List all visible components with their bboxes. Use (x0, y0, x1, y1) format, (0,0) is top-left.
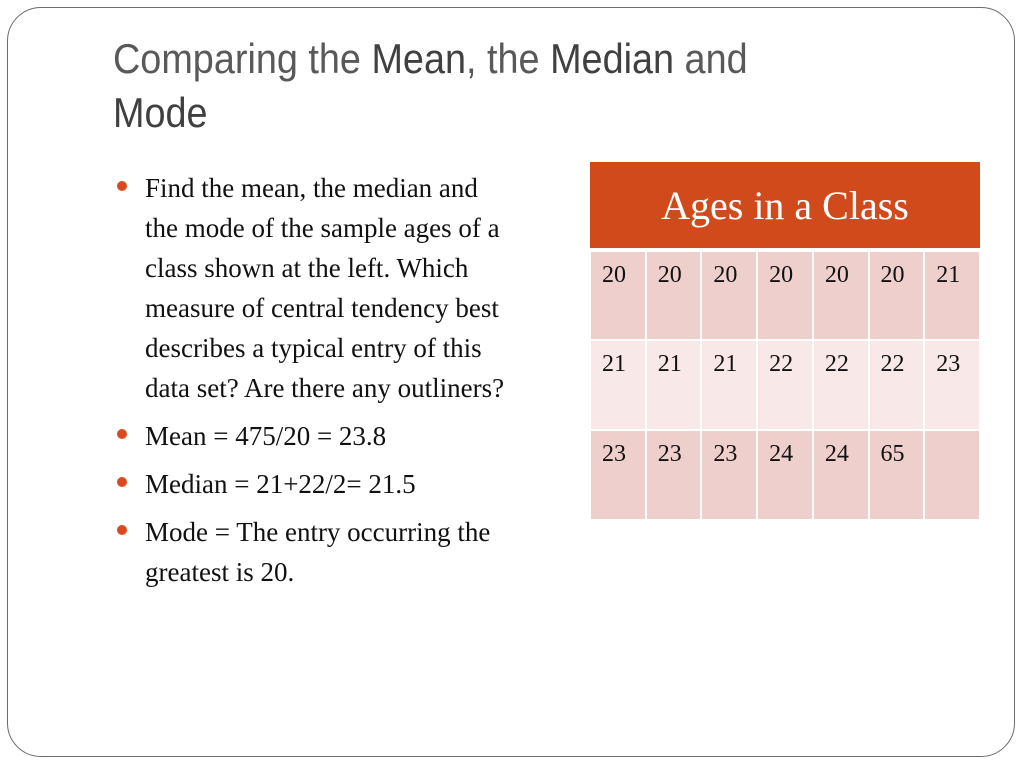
table-cell: 21 (590, 340, 646, 430)
table-cell: 20 (646, 250, 702, 340)
table-cell: 20 (757, 250, 813, 340)
table-cell: 22 (813, 340, 869, 430)
table-cell: 21 (924, 250, 980, 340)
table-row (590, 250, 980, 340)
bullet-dot-icon (117, 429, 127, 439)
table-cell: 20 (701, 250, 757, 340)
table-cell: 22 (757, 340, 813, 430)
bullet-text: Mode = The entry occurring the greatest is 20. (145, 517, 491, 587)
slide-title (113, 32, 887, 140)
bullet-dot-icon (117, 477, 127, 487)
table-cell: 20 (869, 250, 925, 340)
title-part-3: and (674, 35, 748, 82)
bullet-dot-icon (117, 525, 127, 535)
bullet-text: Median = 21+22/2= 21.5 (145, 469, 416, 499)
table-cell: 21 (701, 340, 757, 430)
title-mode: Mode (113, 89, 208, 136)
title-mean: Mean (371, 35, 466, 82)
table-cell: 23 (646, 430, 702, 520)
table-cell: 23 (924, 340, 980, 430)
bullet-text: Find the mean, the median and the mode of the sample ages of a class shown at the left. Which measure of central tendency best describes a typical entry of this data set? Are there any outliners? (145, 173, 505, 403)
table-row (590, 430, 980, 520)
table-cell: 23 (590, 430, 646, 520)
table-header: Ages in a Class (590, 162, 980, 250)
table-row (590, 340, 980, 430)
table-cell: 21 (646, 340, 702, 430)
bullet-list (117, 168, 517, 600)
table-cell (924, 430, 980, 520)
table-cell: 24 (813, 430, 869, 520)
table-cell: 22 (869, 340, 925, 430)
bullet-mean (117, 416, 517, 456)
title-part-2: , the (465, 35, 551, 82)
bullet-question (117, 168, 517, 408)
bullet-dot-icon (117, 181, 127, 191)
table-cell: 20 (590, 250, 646, 340)
title-median: Median (550, 35, 675, 82)
table-cell: 23 (701, 430, 757, 520)
bullet-median (117, 464, 517, 504)
bullet-mode (117, 512, 517, 592)
table-cell: 20 (813, 250, 869, 340)
title-part-1: Comparing the (113, 35, 372, 82)
bullet-text: Mean = 475/20 = 23.8 (145, 421, 387, 451)
ages-table (589, 162, 981, 521)
table-cell: 24 (757, 430, 813, 520)
table-cell: 65 (869, 430, 925, 520)
